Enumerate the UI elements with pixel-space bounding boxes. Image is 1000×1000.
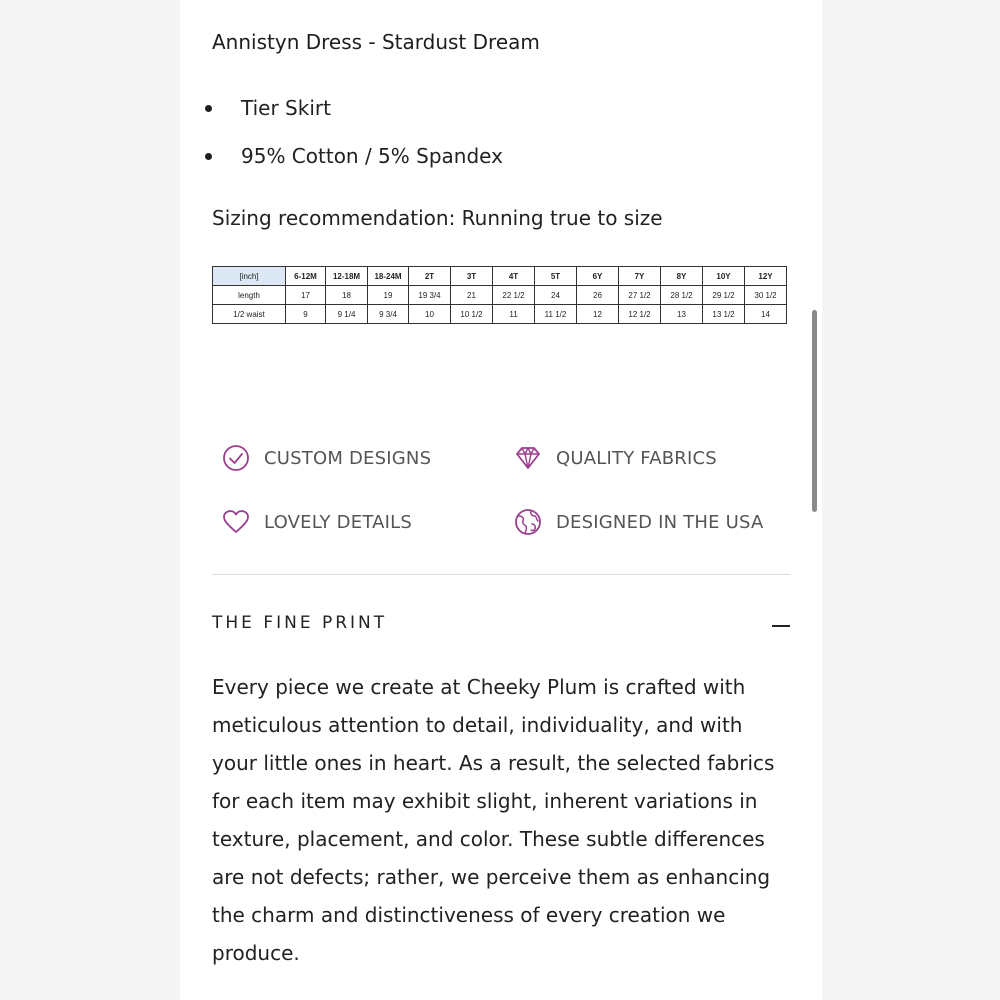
feature-label: CUSTOM DESIGNS bbox=[264, 447, 432, 469]
table-header-cell: 7Y bbox=[619, 267, 661, 286]
table-cell: 12 bbox=[577, 305, 619, 324]
feature-label: QUALITY FABRICS bbox=[556, 447, 717, 469]
product-features-list bbox=[212, 88, 503, 184]
feature-designed-in-usa bbox=[514, 508, 764, 536]
table-header-cell: 18-24M bbox=[368, 267, 409, 286]
feature-label: LOVELY DETAILS bbox=[264, 511, 412, 533]
fine-print-title: THE FINE PRINT bbox=[212, 613, 388, 633]
table-cell: 24 bbox=[535, 286, 577, 305]
table-header-row bbox=[213, 267, 787, 286]
table-cell: 27 1/2 bbox=[619, 286, 661, 305]
table-header-cell: 6Y bbox=[577, 267, 619, 286]
table-cell: 26 bbox=[577, 286, 619, 305]
table-cell: 30 1/2 bbox=[745, 286, 787, 305]
section-divider bbox=[212, 574, 790, 575]
table-corner-cell: [inch] bbox=[213, 267, 286, 286]
table-cell: 10 1/2 bbox=[451, 305, 493, 324]
feature-lovely-details bbox=[222, 508, 412, 536]
table-cell: 17 bbox=[286, 286, 326, 305]
table-header-cell: 10Y bbox=[703, 267, 745, 286]
scrollbar-thumb[interactable] bbox=[812, 310, 817, 512]
size-chart-table bbox=[212, 266, 787, 324]
table-cell: 19 3/4 bbox=[409, 286, 451, 305]
collapse-button[interactable] bbox=[772, 615, 790, 635]
feature-quality-fabrics bbox=[514, 444, 717, 472]
table-row-label: length bbox=[213, 286, 286, 305]
minus-icon bbox=[772, 625, 790, 627]
table-cell: 18 bbox=[326, 286, 368, 305]
features-grid bbox=[212, 440, 790, 550]
diamond-icon bbox=[514, 444, 542, 472]
table-cell: 10 bbox=[409, 305, 451, 324]
table-header-cell: 12-18M bbox=[326, 267, 368, 286]
heart-icon bbox=[222, 508, 250, 536]
table-cell: 22 1/2 bbox=[493, 286, 535, 305]
list-item bbox=[212, 88, 503, 136]
table-row bbox=[213, 305, 787, 324]
table-header-cell: 3T bbox=[451, 267, 493, 286]
table-cell: 13 bbox=[661, 305, 703, 324]
bullet-icon bbox=[205, 105, 212, 112]
feature-custom-designs bbox=[222, 444, 431, 472]
fine-print-accordion-header[interactable] bbox=[212, 613, 790, 639]
product-details-panel bbox=[180, 0, 822, 1000]
sizing-recommendation: Sizing recommendation: Running true to size bbox=[212, 206, 663, 230]
list-item bbox=[212, 136, 503, 184]
table-cell: 13 1/2 bbox=[703, 305, 745, 324]
table-cell: 19 bbox=[368, 286, 409, 305]
feature-label: DESIGNED IN THE USA bbox=[556, 511, 764, 533]
table-header-cell: 12Y bbox=[745, 267, 787, 286]
table-header-cell: 6-12M bbox=[286, 267, 326, 286]
table-cell: 28 1/2 bbox=[661, 286, 703, 305]
list-item-text: 95% Cotton / 5% Spandex bbox=[241, 144, 503, 168]
table-cell: 9 3/4 bbox=[368, 305, 409, 324]
table-header-cell: 5T bbox=[535, 267, 577, 286]
table-header-cell: 8Y bbox=[661, 267, 703, 286]
table-row bbox=[213, 286, 787, 305]
table-cell: 11 bbox=[493, 305, 535, 324]
table-cell: 21 bbox=[451, 286, 493, 305]
table-cell: 12 1/2 bbox=[619, 305, 661, 324]
globe-icon bbox=[514, 508, 542, 536]
table-cell: 11 1/2 bbox=[535, 305, 577, 324]
list-item-text: Tier Skirt bbox=[241, 96, 331, 120]
table-cell: 29 1/2 bbox=[703, 286, 745, 305]
table-header-cell: 2T bbox=[409, 267, 451, 286]
product-title: Annistyn Dress - Stardust Dream bbox=[212, 30, 540, 54]
fine-print-body: Every piece we create at Cheeky Plum is crafted with meticulous attention to detail, individuality, and with your little ones in heart. As a result, the selected fabrics for each item may exhibit slight, inherent variations in texture, placement, and color. These subtle differences are not defects; rather, we perceive them as enhancing the charm and distinctiveness of every creation we produce. bbox=[212, 675, 775, 965]
table-header-cell: 4T bbox=[493, 267, 535, 286]
table-cell: 9 1/4 bbox=[326, 305, 368, 324]
table-row-label: 1/2 waist bbox=[213, 305, 286, 324]
table-cell: 14 bbox=[745, 305, 787, 324]
check-circle-icon bbox=[222, 444, 250, 472]
table-cell: 9 bbox=[286, 305, 326, 324]
bullet-icon bbox=[205, 153, 212, 160]
